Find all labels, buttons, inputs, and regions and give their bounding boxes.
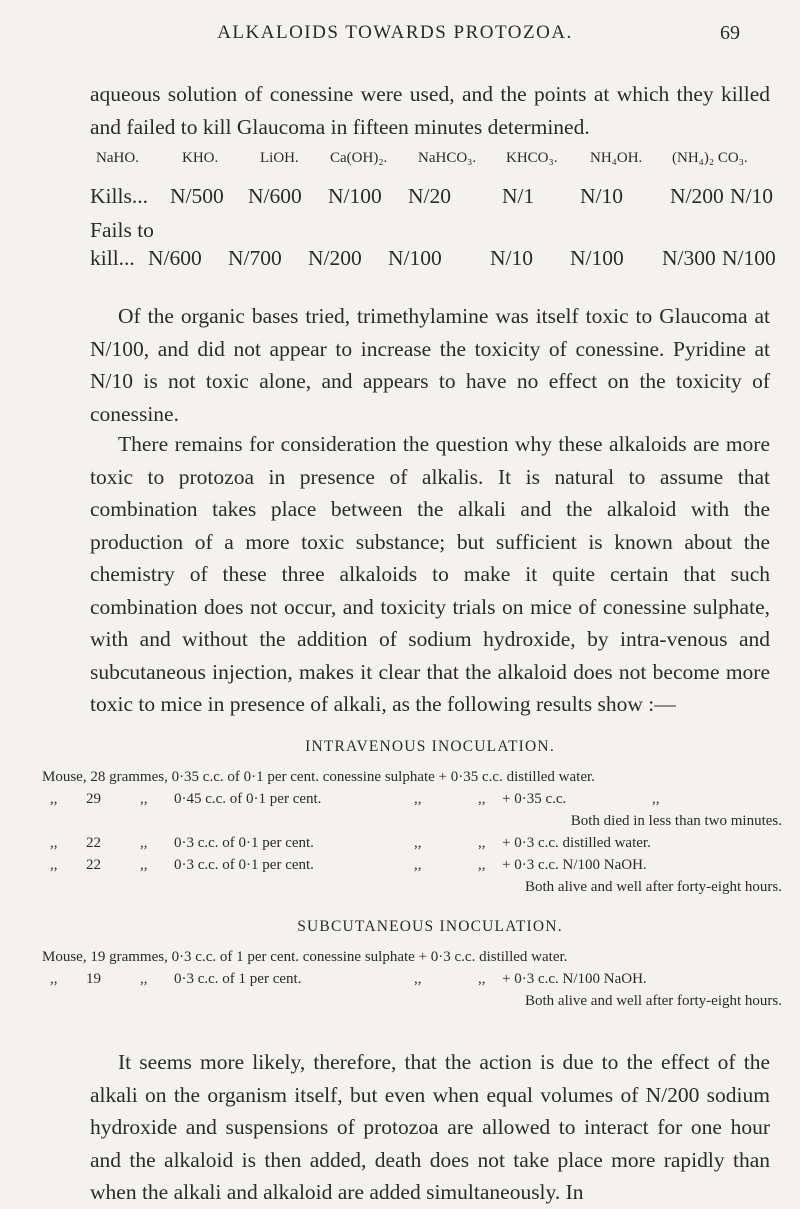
result-text: Both alive and well after forty-eight hours.	[524, 879, 782, 895]
table-cell: N/100	[388, 246, 442, 270]
paragraph-4: It seems more likely, therefore, that the action is due to the effect of the alkali on the organism itself, but even when equal volumes of N/200 sodium hydroxide and suspensions of protozoa are allowed to interact for one hour and the alkaloid is then added, death does not take place more rapidly than when the alkali and alkaloid are added simultaneously. In	[90, 1050, 770, 1204]
ditto-mark: ,,	[140, 791, 148, 807]
column-header: KHO.	[182, 150, 219, 166]
table-row	[90, 246, 776, 274]
addition: + 0·3 c.c. N/100 NaOH.	[502, 971, 647, 987]
table-cell: N/200	[670, 184, 724, 208]
experiment-result	[42, 810, 782, 832]
ditto-mark: ,,	[140, 835, 148, 851]
column-header: NH₄OH.	[590, 150, 643, 166]
row-label: kill...	[90, 246, 135, 270]
dose: 0·3 c.c. of 1 per cent.	[174, 971, 302, 987]
table-cell: N/100	[570, 246, 624, 270]
mouse-weight: 29	[86, 791, 101, 807]
table-cell: N/600	[148, 246, 202, 270]
ditto-mark: ,,	[478, 857, 486, 873]
table-cell: N/600	[248, 184, 302, 208]
paragraph-2: Of the organic bases tried, trimethylamine was itself toxic to Glaucoma at N/100, and did not appear to increase the toxicity of conessine. Pyridine at N/10 is not toxic alone, and appears to have no effect on the toxicity of conessine.	[90, 304, 770, 426]
experiment-result	[42, 990, 782, 1012]
ditto-mark: ,,	[652, 791, 660, 807]
table-cell: N/20	[408, 184, 451, 208]
experiment-line	[42, 832, 782, 854]
table-cell: N/100	[722, 246, 776, 270]
experiment-line	[42, 788, 782, 810]
row-label: Fails to	[90, 218, 154, 242]
mouse-weight: 22	[86, 857, 101, 873]
experiment-line	[42, 946, 782, 968]
experiment-line	[42, 766, 782, 788]
page-number: 69	[720, 22, 740, 44]
alkali-table	[90, 146, 776, 274]
ditto-mark: ,,	[50, 835, 58, 851]
page-header	[90, 22, 740, 52]
column-header: NaHCO₃.	[418, 150, 477, 166]
ditto-mark: ,,	[478, 971, 486, 987]
subcutaneous-title: SUBCUTANEOUS INOCULATION.	[297, 918, 563, 935]
addition: + 0·3 c.c. N/100 NaOH.	[502, 857, 647, 873]
running-title: ALKALOIDS TOWARDS PROTOZOA.	[217, 22, 573, 43]
column-header: Ca(OH)₂.	[330, 150, 388, 166]
mouse-weight: 19	[86, 971, 101, 987]
column-header: (NH₄)₂ CO₃.	[672, 150, 748, 166]
column-header: LiOH.	[260, 150, 299, 166]
ditto-mark: ,,	[140, 971, 148, 987]
dose: 0·3 c.c. of 0·1 per cent.	[174, 835, 314, 851]
result-text: Both alive and well after forty-eight hours.	[524, 993, 782, 1009]
intravenous-results	[42, 766, 782, 898]
ditto-mark: ,,	[50, 791, 58, 807]
experiment-text: Mouse, 19 grammes, 0·3 c.c. of 1 per cent. conessine sulphate + 0·3 c.c. distilled water.	[42, 949, 568, 965]
ditto-mark: ,,	[478, 835, 486, 851]
paragraph-3: There remains for consideration the question why these alkaloids are more toxic to protozoa in presence of alkalis. It is natural to assume that combination takes place between the alkali and the alkaloid with the production of a more toxic substance; but sufficient is known about the chemistry of these three alkaloids to make it quite certain that such combination does not occur, and toxicity trials on mice of conessine sulphate, with and without the addition of sodium hydroxide, by intra-venous and subcutaneous injection, makes it clear that the alkaloid does not become more toxic to mice in presence of alkali, as the following results show :—	[90, 432, 770, 716]
result-text: Both died in less than two minutes.	[570, 813, 782, 829]
ditto-mark: ,,	[50, 971, 58, 987]
dose: 0·3 c.c. of 0·1 per cent.	[174, 857, 314, 873]
ditto-mark: ,,	[50, 857, 58, 873]
addition: + 0·35 c.c.	[502, 791, 567, 807]
experiment-text: Mouse, 28 grammes, 0·35 c.c. of 0·1 per cent. conessine sulphate + 0·35 c.c. distilled water.	[42, 769, 595, 785]
ditto-mark: ,,	[414, 857, 422, 873]
ditto-mark: ,,	[414, 835, 422, 851]
column-header: KHCO₃.	[506, 150, 558, 166]
table-row	[90, 184, 773, 212]
table-cell: N/200	[308, 246, 362, 270]
table-row-label-continuation	[90, 218, 770, 246]
table-cell: N/10	[580, 184, 623, 208]
paragraph-1: aqueous solution of conessine were used, and the points at which they killed and failed to kill Glaucoma in fifteen minutes determined.	[90, 82, 770, 139]
row-label: Kills...	[90, 184, 148, 208]
table-cell: N/10	[490, 246, 533, 270]
ditto-mark: ,,	[478, 791, 486, 807]
table-cell: N/700	[228, 246, 282, 270]
intravenous-title: INTRAVENOUS INOCULATION.	[305, 738, 555, 755]
experiment-result	[42, 876, 782, 898]
ditto-mark: ,,	[414, 971, 422, 987]
table-header-row	[90, 146, 770, 174]
subcutaneous-results	[42, 946, 782, 1012]
ditto-mark: ,,	[414, 791, 422, 807]
mouse-weight: 22	[86, 835, 101, 851]
table-cell: N/300	[662, 246, 716, 270]
column-header: NaHO.	[96, 150, 139, 166]
table-cell: N/10	[730, 184, 773, 208]
ditto-mark: ,,	[140, 857, 148, 873]
experiment-line	[42, 968, 782, 990]
addition: + 0·3 c.c. distilled water.	[502, 835, 651, 851]
table-cell: N/100	[328, 184, 382, 208]
table-cell: N/500	[170, 184, 224, 208]
dose: 0·45 c.c. of 0·1 per cent.	[174, 791, 322, 807]
experiment-line	[42, 854, 782, 876]
table-cell: N/1	[502, 184, 535, 208]
